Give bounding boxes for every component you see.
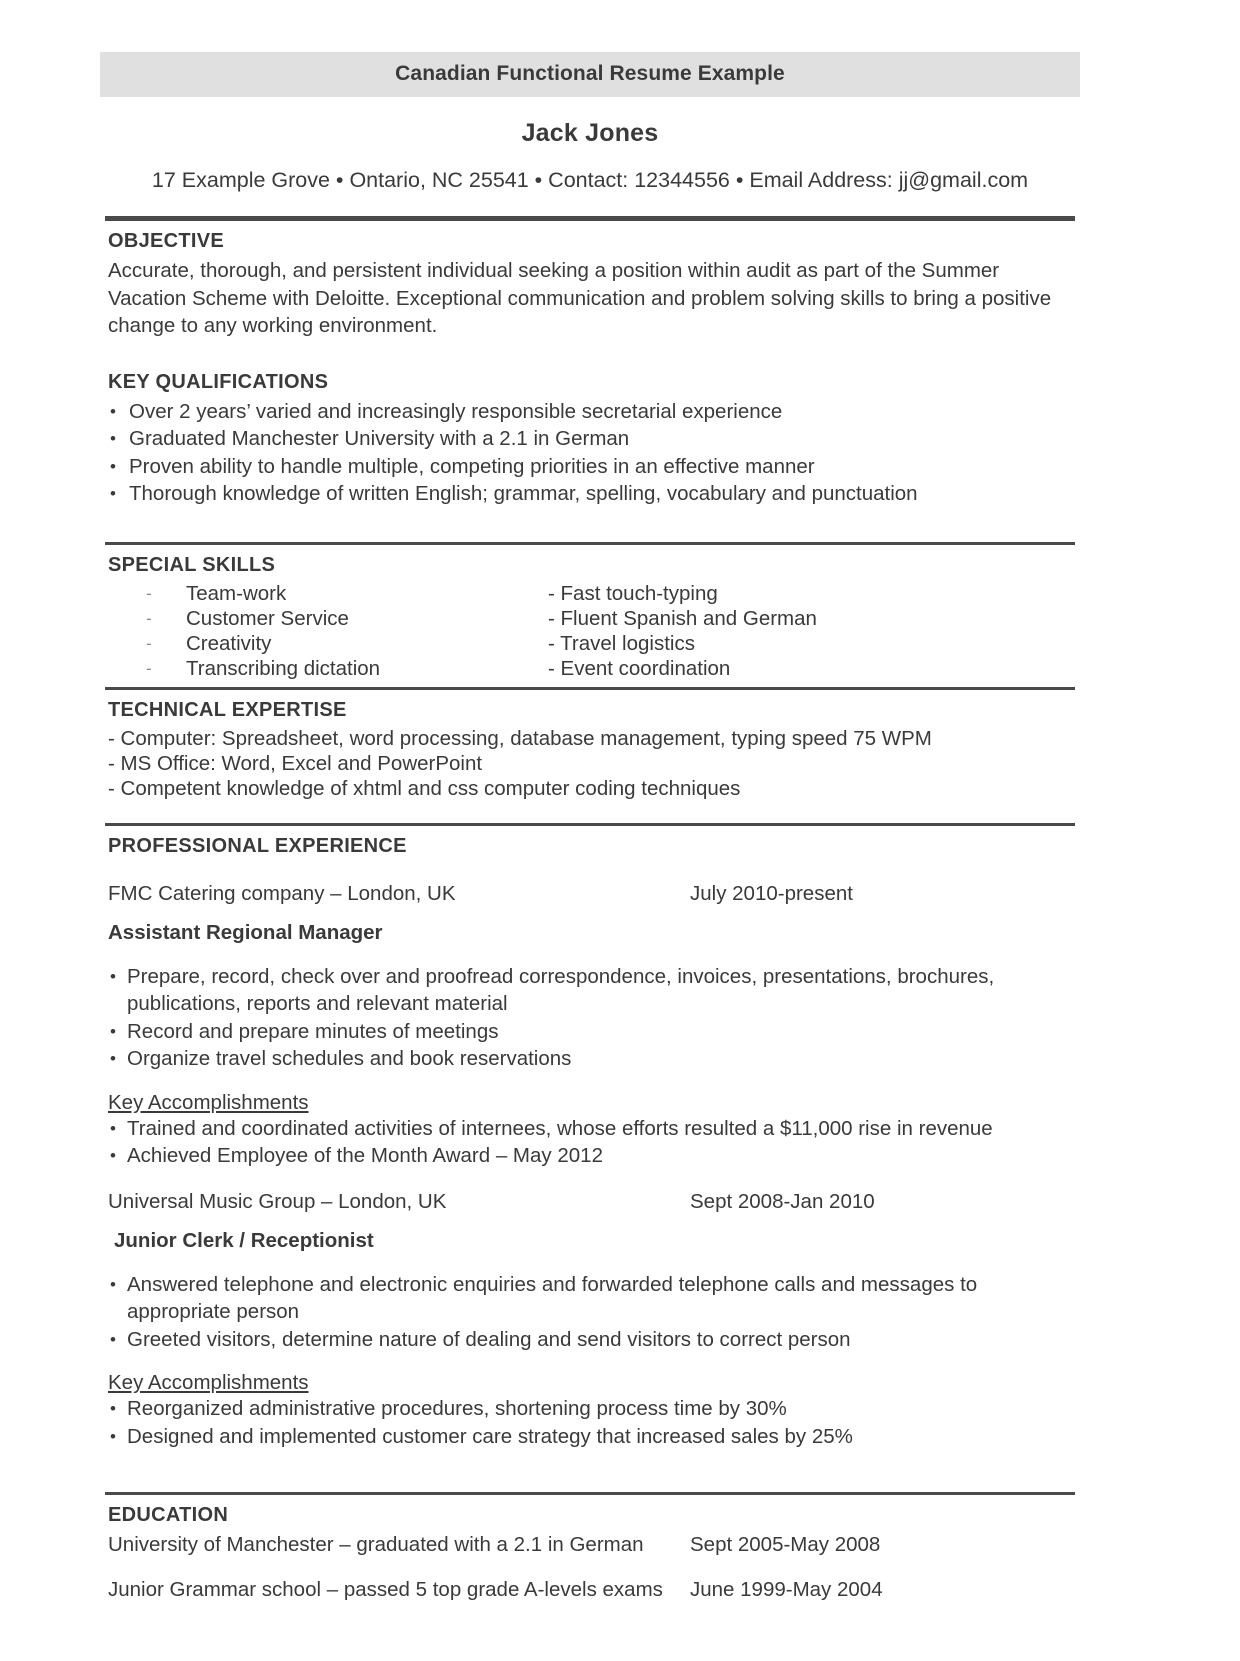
spacer <box>108 862 1080 880</box>
list-item: • Over 2 years’ varied and increasingly responsible secretarial experience <box>108 398 1080 426</box>
list-item: • Greeted visitors, determine nature of dealing and send visitors to correct person <box>108 1326 1080 1354</box>
list-item: • Record and prepare minutes of meetings <box>108 1018 1080 1046</box>
list-item: • Prepare, record, check over and proofread correspondence, invoices, presentations, brochures, publications, reports and relevant material <box>108 963 1080 1018</box>
section-key-qualifications <box>108 371 1080 508</box>
job-accomplishments-list <box>108 1395 1080 1450</box>
job-dates: Sept 2008-Jan 2010 <box>690 1189 875 1213</box>
resume-page <box>0 52 1240 1661</box>
job-dates: July 2010-present <box>690 881 853 905</box>
experience-entry <box>108 880 1080 1170</box>
list-item: - Customer Service <box>108 606 548 631</box>
section-professional-experience <box>108 835 1080 1451</box>
special-skills-left-column <box>108 581 548 681</box>
document-title-bar: Canadian Functional Resume Example <box>100 52 1080 97</box>
section-technical-expertise <box>108 699 1080 801</box>
education-description: University of Manchester – graduated with a 2.1 in German <box>108 1533 644 1556</box>
job-accomplishments-list <box>108 1115 1080 1170</box>
job-organization: Universal Music Group – London, UK <box>108 1189 447 1213</box>
section-education <box>108 1504 1080 1603</box>
list-item: • Trained and coordinated activities of internees, whose efforts resulted a $11,000 rise in revenue <box>108 1115 1080 1143</box>
spacer <box>108 1215 1080 1229</box>
special-skills-columns <box>108 581 1080 681</box>
candidate-name: Jack Jones <box>521 119 659 147</box>
special-skills-divider-rule <box>105 542 1075 545</box>
list-item: - Travel logistics <box>548 631 695 655</box>
education-divider-rule <box>105 1492 1075 1495</box>
list-item: - Fast touch-typing <box>548 581 718 605</box>
contact-line: 17 Example Grove • Ontario, NC 25541 • Contact: 12344556 • Email Address: jj@gmail.com <box>151 168 1029 192</box>
job-title: Junior Clerk / Receptionist <box>114 1228 374 1252</box>
section-special-skills <box>108 554 1080 681</box>
education-description: Junior Grammar school – passed 5 top grade A-levels exams <box>108 1578 663 1601</box>
list-item: - Computer: Spreadsheet, word processing, database management, typing speed 75 WPM <box>108 726 932 750</box>
job-responsibilities-list <box>108 963 1080 1073</box>
header-divider-rule <box>105 216 1075 221</box>
experience-entry <box>108 1188 1080 1451</box>
accomplishments-heading: Key Accomplishments <box>108 1371 309 1394</box>
list-item: - Competent knowledge of xhtml and css computer coding techniques <box>108 776 741 800</box>
key-qualifications-list <box>108 398 1080 508</box>
technical-expertise-list <box>108 726 1080 801</box>
list-item: • Graduated Manchester University with a 2.1 in German <box>108 425 1080 453</box>
list-item: • Organize travel schedules and book reservations <box>108 1045 1080 1073</box>
education-heading: EDUCATION <box>108 1504 229 1526</box>
spacer <box>108 907 1080 921</box>
accomplishments-heading-wrap <box>108 1091 1080 1115</box>
list-item: - Transcribing dictation <box>108 656 548 681</box>
list-item: • Reorganized administrative procedures, shortening process time by 30% <box>108 1395 1080 1423</box>
list-item: - Creativity <box>108 631 548 656</box>
spacer <box>0 508 1240 542</box>
spacer <box>0 1450 1240 1492</box>
spacer <box>108 945 1080 963</box>
technical-expertise-heading: TECHNICAL EXPERTISE <box>108 698 347 721</box>
list-item: - Fluent Spanish and German <box>548 606 817 630</box>
list-item: - Team-work <box>108 581 548 606</box>
job-responsibilities-list <box>108 1271 1080 1354</box>
objective-text: Accurate, thorough, and persistent individual seeking a position within audit as part of the Summer Vacation Scheme with Deloitte. Exceptional communication and problem solving skills to bring a positive change to any working environment. <box>108 259 1052 337</box>
spacer <box>0 340 1240 362</box>
education-dates: Sept 2005-May 2008 <box>690 1533 881 1556</box>
technical-expertise-divider-rule <box>105 687 1075 690</box>
spacer <box>0 801 1240 823</box>
job-header-row <box>108 880 1080 907</box>
special-skills-right-column <box>548 581 1080 681</box>
education-entry <box>108 1531 1080 1558</box>
list-item: • Achieved Employee of the Month Award – May 2012 <box>108 1142 1080 1170</box>
list-item: • Answered telephone and electronic enquiries and forwarded telephone calls and messages to appropriate person <box>108 1271 1080 1326</box>
education-entry <box>108 1576 1080 1603</box>
list-item: • Thorough knowledge of written English; grammar, spelling, vocabulary and punctuation <box>108 480 1080 508</box>
job-organization: FMC Catering company – London, UK <box>108 881 456 905</box>
accomplishments-heading: Key Accomplishments <box>108 1090 309 1114</box>
list-item: • Designed and implemented customer care strategy that increased sales by 25% <box>108 1423 1080 1451</box>
spacer <box>108 1170 1080 1188</box>
list-item: • Proven ability to handle multiple, competing priorities in an effective manner <box>108 453 1080 481</box>
spacer <box>108 1353 1080 1371</box>
professional-experience-heading: PROFESSIONAL EXPERIENCE <box>108 834 407 857</box>
spacer <box>108 1073 1080 1091</box>
list-item: - Event coordination <box>548 656 731 680</box>
education-dates: June 1999-May 2004 <box>690 1578 883 1601</box>
special-skills-heading: SPECIAL SKILLS <box>108 553 276 576</box>
professional-experience-divider-rule <box>105 823 1075 826</box>
spacer <box>108 1253 1080 1271</box>
list-item: - MS Office: Word, Excel and PowerPoint <box>108 751 483 775</box>
section-objective <box>108 230 1080 340</box>
job-header-row <box>108 1188 1080 1215</box>
spacer <box>108 1558 1080 1576</box>
accomplishments-heading-wrap <box>108 1371 1080 1395</box>
objective-heading: OBJECTIVE <box>108 230 225 252</box>
job-title: Assistant Regional Manager <box>108 920 383 944</box>
key-qualifications-heading: KEY QUALIFICATIONS <box>108 370 329 393</box>
